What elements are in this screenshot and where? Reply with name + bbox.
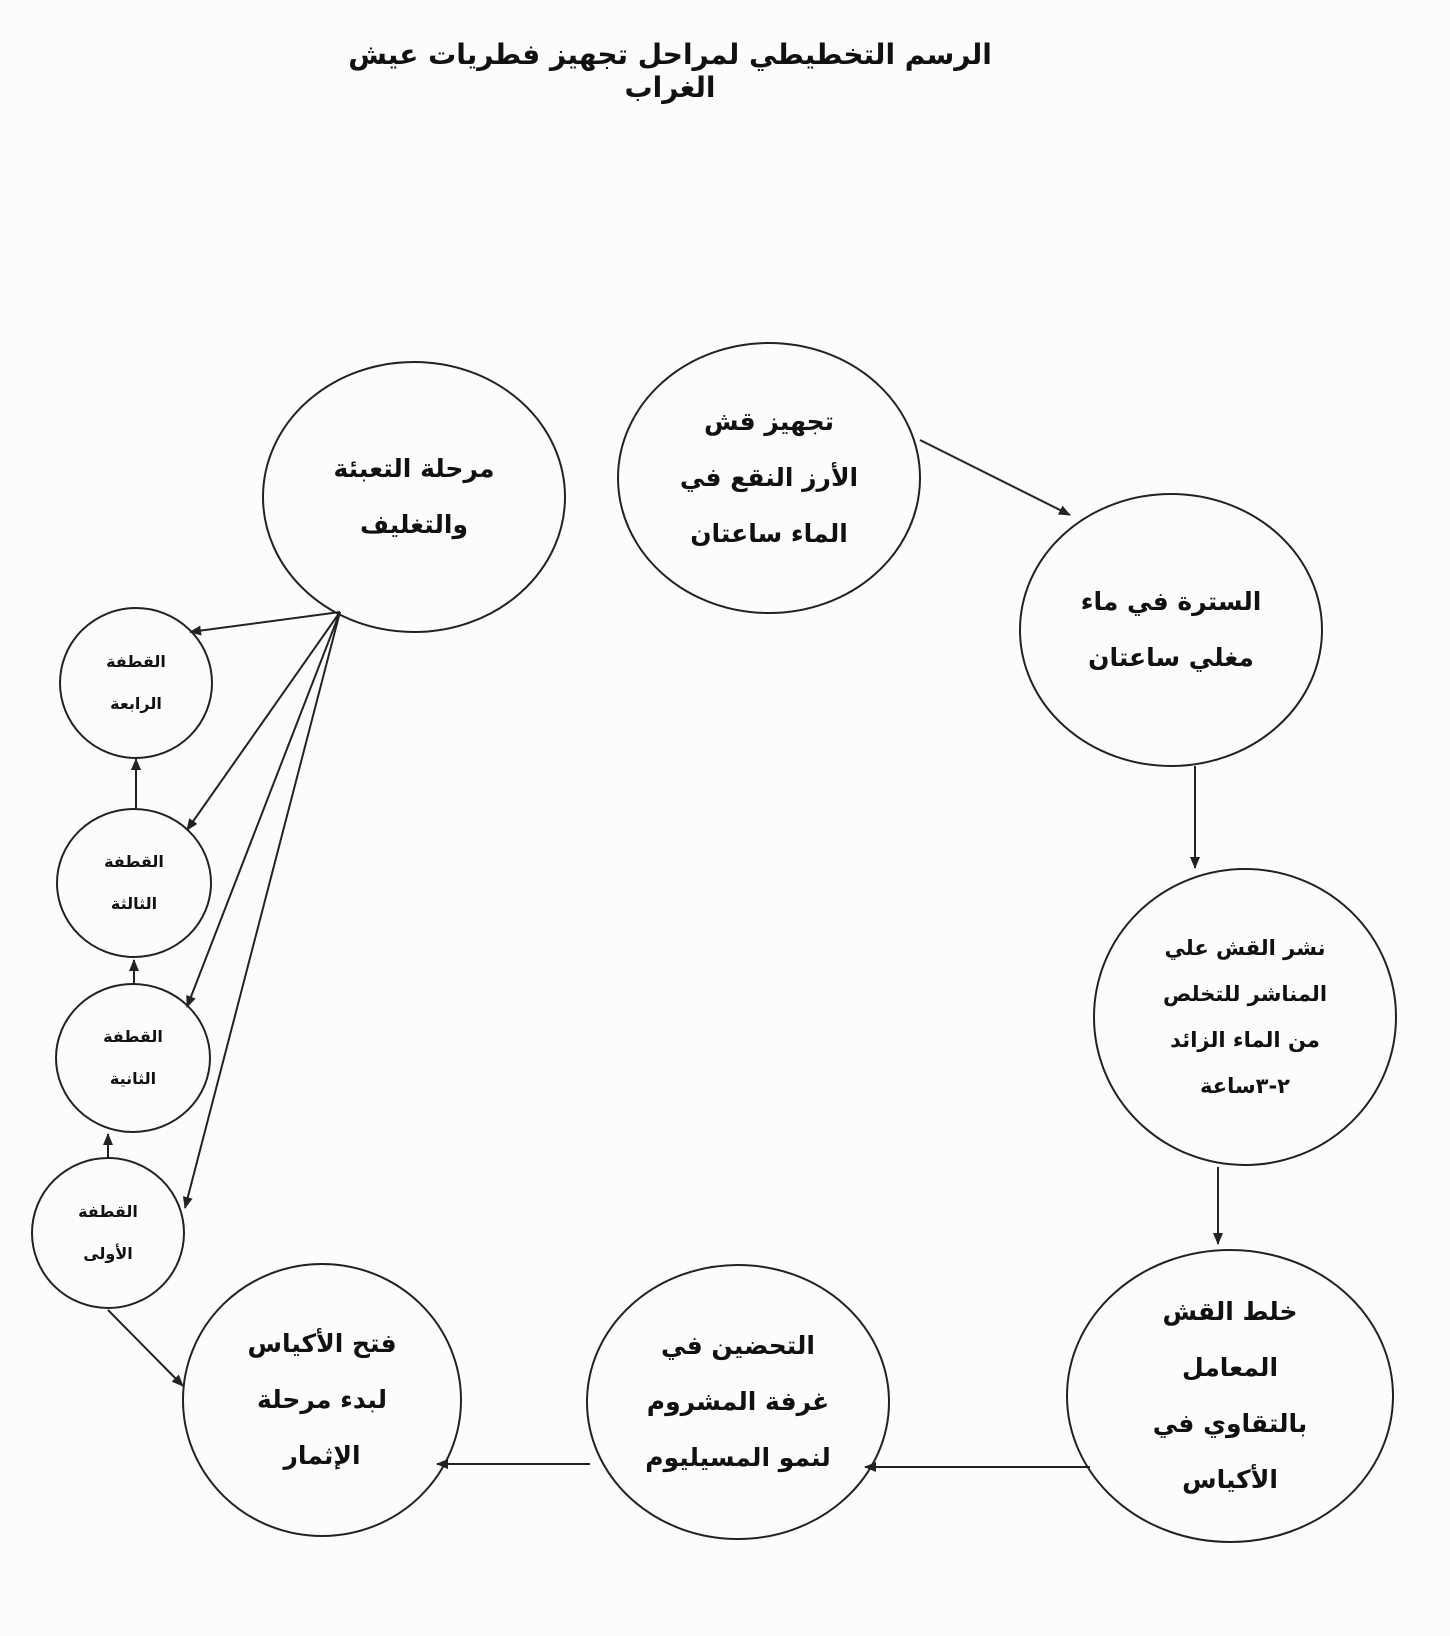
node-prepare-straw-circle	[618, 343, 920, 613]
node-packaging-circle	[263, 362, 565, 632]
node-mix-spawn-label: خلط القش المعامل بالتقاوي في الأكياس	[1152, 1297, 1308, 1494]
node-prepare-straw-label: تجهيز قش الأرز النقع في الماء ساعتان	[679, 407, 859, 548]
node-harvest-1-label: القطفة الأولى	[78, 1202, 138, 1263]
node-packaging-label: مرحلة التعبئة والتغليف	[333, 454, 495, 539]
arrow-packaging-to-harvest1	[185, 612, 340, 1208]
node-boiling-water-label: السترة في ماء مغلي ساعتان	[1080, 587, 1262, 672]
arrow-packaging-to-harvest3	[187, 612, 340, 830]
arrow-packaging-to-harvest2	[187, 612, 340, 1007]
node-harvest-1-circle	[32, 1158, 184, 1308]
node-spread-straw-label: نشر القش علي المناشر للتخلص من الماء الزائد ٢-٣ساعة	[1162, 936, 1328, 1098]
diagram-title: الرسم التخطيطي لمراحل تجهيز فطريات عيش الغراب	[348, 38, 992, 104]
node-mix-spawn-circle	[1067, 1250, 1393, 1542]
node-incubation-label: التحضين في غرفة المشروم لنمو المسيليوم	[645, 1331, 831, 1472]
node-harvest-2-label: القطفة الثانية	[103, 1027, 163, 1088]
arrow-prepare-to-boiling	[920, 440, 1070, 515]
node-harvest-4-label: القطفة الرابعة	[106, 652, 166, 713]
node-incubation-circle	[587, 1265, 889, 1539]
node-open-bags-label: فتح الأكياس لبدء مرحلة الإثمار	[247, 1329, 397, 1470]
arrow-harvest1-to-open	[108, 1310, 183, 1386]
node-spread-straw-circle	[1094, 869, 1396, 1165]
node-boiling-water-circle	[1020, 494, 1322, 766]
node-harvest-3-label: القطفة الثالثة	[104, 852, 164, 913]
node-harvest-3-circle	[57, 809, 211, 957]
arrow-packaging-to-harvest4	[190, 612, 340, 632]
node-harvest-4-circle	[60, 608, 212, 758]
node-open-bags-circle	[183, 1264, 461, 1536]
